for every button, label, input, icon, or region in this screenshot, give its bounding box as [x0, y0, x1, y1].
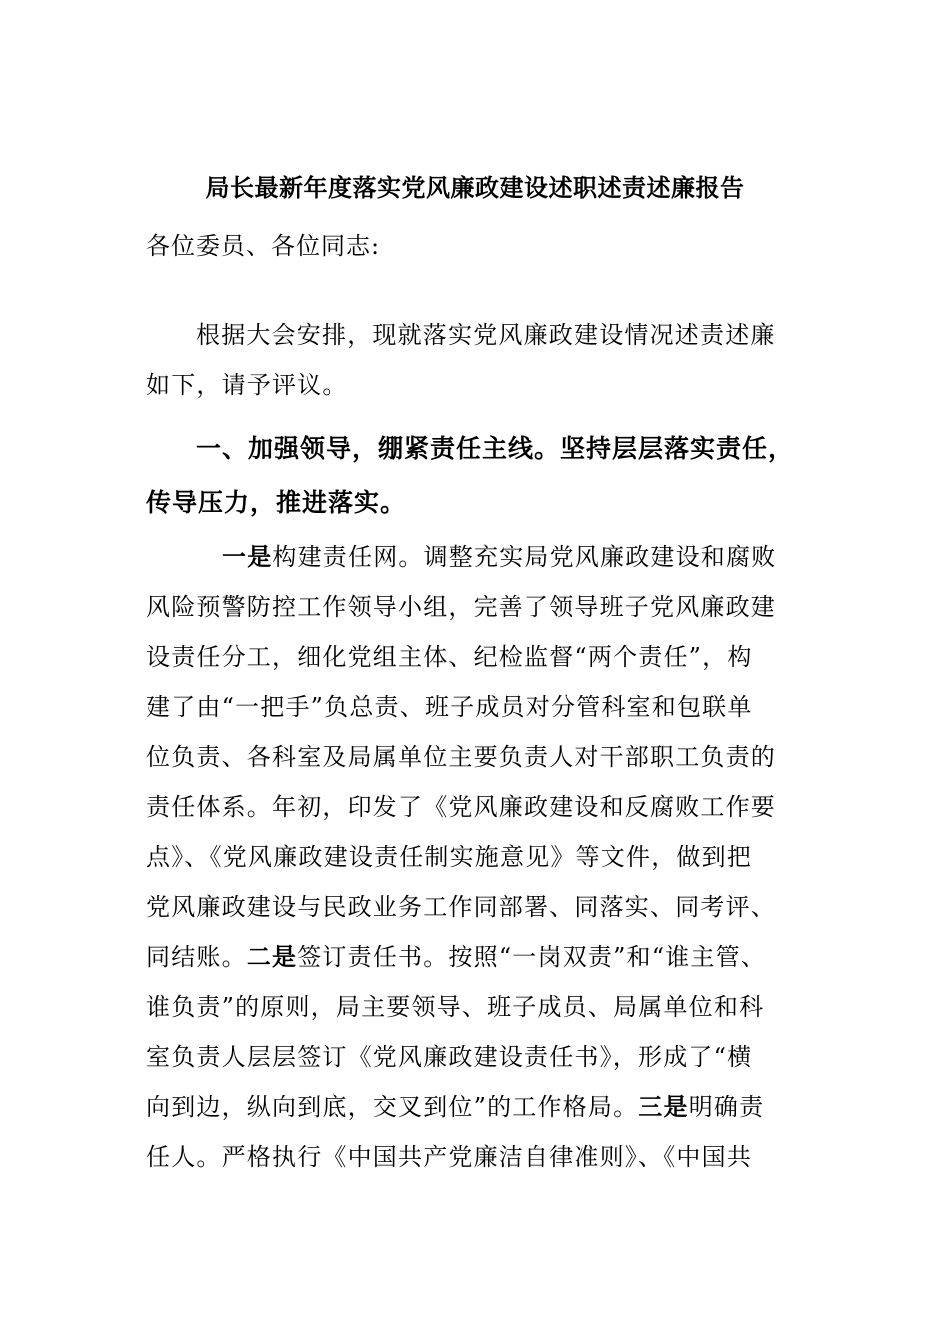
body-line: 建了由“一把手”负总责、班子成员对分管科室和包联单 [146, 693, 753, 721]
point-marker: 三是 [638, 1093, 689, 1121]
body-line: 任人。严格执行《中国共产党廉洁自律准则》、《中国共 [146, 1143, 752, 1171]
body-text: 明确责 [688, 1093, 765, 1121]
section-heading [146, 422, 806, 530]
point-marker: 二是 [246, 943, 298, 971]
body-line [146, 532, 806, 582]
intro-paragraph [146, 310, 806, 410]
body-paragraph [146, 532, 806, 1182]
salutation: 各位委员、各位同志: [146, 232, 381, 260]
heading-line: 一、加强领导，绷紧责任主线。坚持层层落实责任， [196, 434, 795, 463]
body-line: 点》、《党风廉政建设责任制实施意见》等文件，做到把 [146, 843, 752, 871]
intro-line: 根据大会安排，现就落实党风廉政建设情况述责述廉 [196, 321, 776, 349]
body-line: 设责任分工，细化党组主体、纪检监督“两个责任”，构 [146, 643, 753, 671]
body-line [146, 932, 806, 982]
body-line: 室负责人层层签订《党风廉政建设责任书》，形成了“横 [146, 1043, 753, 1071]
point-marker: 一是 [222, 543, 273, 571]
body-line: 党风廉政建设与民政业务工作同部署、同落实、同考评、 [146, 893, 776, 921]
body-line [146, 1082, 806, 1132]
body-text: 向到边，纵向到底，交叉到位”的工作格局。 [146, 1093, 639, 1121]
body-text: 签订责任书。按照“一岗双责”和“谁主管、 [297, 943, 767, 971]
body-line: 谁负责”的原则，局主要领导、班子成员、局属单位和科 [146, 993, 765, 1021]
intro-line: 如下，请予评议。 [146, 371, 348, 399]
body-text: 同结账。 [146, 943, 247, 971]
body-line: 位负责、各科室及局属单位主要负责人对干部职工负责的 [146, 743, 776, 771]
document-title: 局长最新年度落实党风廉政建设述职述责述廉报告 [205, 174, 745, 202]
body-line: 责任体系。年初，印发了《党风廉政建设和反腐败工作要 [146, 793, 776, 821]
heading-line: 传导压力，推进落实。 [146, 488, 407, 517]
body-text: 构建责任网。调整充实局党风廉政建设和腐败 [272, 543, 777, 571]
body-line: 风险预警防控工作领导小组，完善了领导班子党风廉政建 [146, 593, 776, 621]
